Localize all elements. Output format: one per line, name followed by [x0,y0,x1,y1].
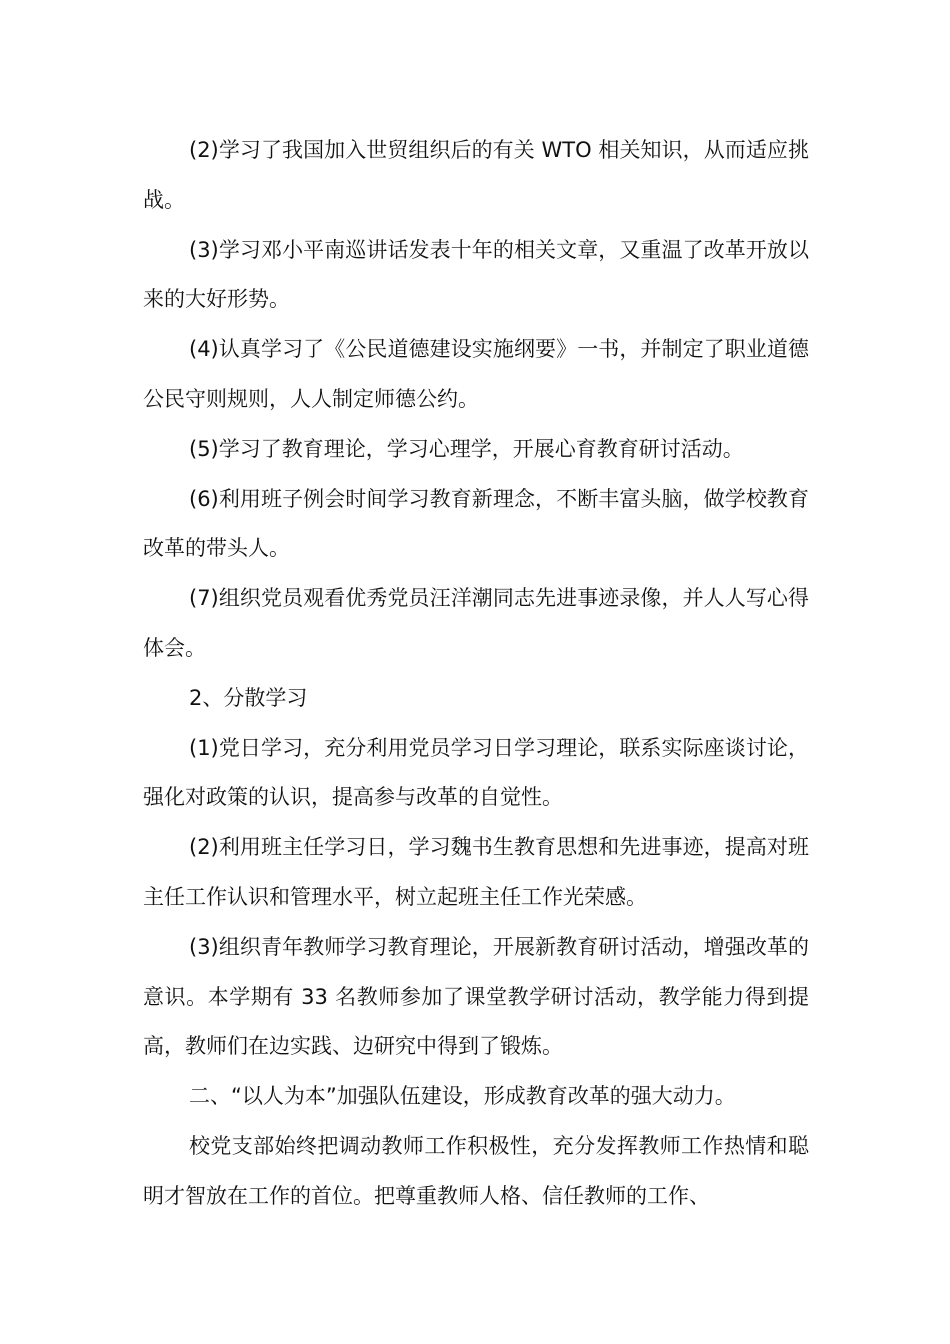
paragraph-study-wto: (2)学习了我国加入世贸组织后的有关 WTO 相关知识，从而适应挑战。 [143,138,809,212]
paragraph-class-teacher-study: (2)利用班主任学习日，学习魏书生教育思想和先进事迹，提高对班主任工作认识和管理水平，树立起班主任工作光荣感。 [143,835,809,909]
paragraph-watch-model-video: (7)组织党员观看优秀党员汪洋潮同志先进事迹录像，并人人写心得体会。 [143,586,809,660]
document-body [143,126,809,1222]
section-heading-people-oriented: 二、“以人为本”加强队伍建设，形成教育改革的强大动力。 [189,1084,736,1109]
paragraph-party-day-study: (1)党日学习，充分利用党员学习日学习理论，联系实际座谈讨论，强化对政策的认识，提高参与改革的自觉性。 [143,735,809,810]
paragraph-party-branch: 校党支部始终把调动教师工作积极性，充分发挥教师工作热情和聪明才智放在工作的首位。把尊重教师人格、信任教师的工作、 [143,1133,809,1208]
paragraph-team-meeting-study: (6)利用班子例会时间学习教育新理念，不断丰富头脑，做学校教育改革的带头人。 [143,486,809,561]
section-heading-scattered-study: 2、分散学习 [189,685,308,710]
paragraph-study-education-theory: (5)学习了教育理论，学习心理学，开展心育教育研讨活动。 [189,436,744,461]
paragraph-study-deng-speech: (3)学习邓小平南巡讲话发表十年的相关文章，又重温了改革开放以来的大好形势。 [143,237,809,312]
paragraph-young-teacher-study: (3)组织青年教师学习教育理论，开展新教育研讨活动，增强改革的意识。本学期有 33 名教师参加了课堂教学研讨活动，教学能力得到提高，教师们在边实践、边研究中得到了锻炼。 [143,934,809,1059]
paragraph-study-ethics-outline: (4)认真学习了《公民道德建设实施纲要》一书，并制定了职业道德公民守则规则，人人制定师德公约。 [143,337,809,411]
